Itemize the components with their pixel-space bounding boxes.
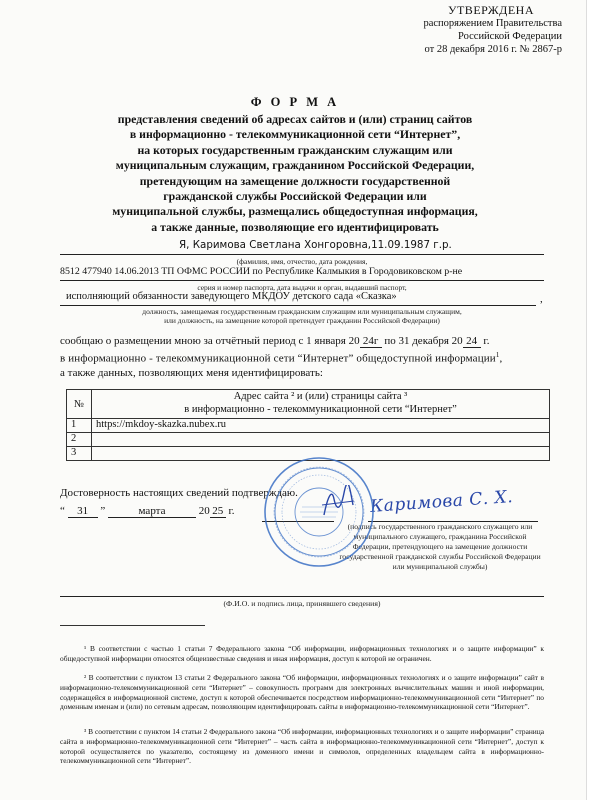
quote-open: “ [60,505,65,517]
col-num-header: № [67,390,92,419]
name-value: Я, Каримова Светлана Хонгоровна,11.09.1987 г.р. [179,239,452,251]
handwritten-signature: Каримова С. Х. [369,487,514,517]
footnote-1: ¹ В соответствии с частью 1 статьи 7 Федерального закона “Об информации, информационных технологиях и о защите информации” к общедоступной информации относятся общеизвестные сведения и иная информация, доступ к которой не ограничен. [60,644,544,663]
report-line2-end: , [499,352,503,365]
year-end-value: 24 [463,335,481,348]
subtitle-line: в информационно - телекоммуникационной сети “Интернет”, [129,127,461,142]
form-subtitle [60,112,530,235]
report-text-line2: в информационно - телекоммуникационной сети “Интернет” общедоступной информации [60,352,496,365]
approved-line-3: Российской Федерации [458,31,562,42]
position-comma: , [540,293,543,305]
row-num: 3 [67,447,92,461]
table-header-row [67,390,550,419]
subtitle-line: а также данные, позволяющие его идентифицировать [151,219,439,234]
signature-caption-line: муниципального служащего, гражданина Российской [353,532,527,541]
confirm-text: Достоверность настоящих сведений подтверждаю. [60,487,298,499]
date-year-suffix: г. [228,505,235,517]
position-caption-1: должность, замещаемая государственным гражданским служащим или муниципальным служащим, [142,307,462,316]
row-num: 1 [67,419,92,433]
signature-caption-line: государственной гражданской службы Российской Федерации [339,552,541,561]
row-url: https://mkdoy-skazka.nubex.ru [92,419,550,433]
position-caption-2: или должность, на замещение которой претендует гражданин Российской Федерации) [164,316,440,325]
table-row [67,419,550,433]
table-row [67,433,550,447]
footnote-separator [60,625,205,626]
footnote-2: ² В соответствии с пунктом 13 статьи 2 Федерального закона “Об информации, информационных технологиях и о защите информации” сайт в информационно-телекоммуникационной сети “Интернет” – совокупность программ для электронных вычислительных машин и иной информации, содержащейся в информационной системе, доступ к которой обеспечивается посредством информационно-телекоммуникационной сети “Интернет” по доменным именам и (или) по сетевым адресам, позволяющим идентифицировать сайты в информационно-телекоммуникационной сети “Интернет”. [60,673,544,712]
report-text-a: сообщаю о размещении мною за отчётный период с 1 января [60,335,346,347]
year-start-prefix: 20 [348,335,360,347]
date-day: 31 [68,505,98,518]
sites-table [66,389,550,461]
signature-caption-line: (подпись государственного гражданского служащего или [347,522,533,531]
footnote-ref-1: 1 [495,351,500,359]
passport-value: 8512 477940 14.06.2013 ТП ОФМС РОССИИ по Республике Калмыкия в Городовиковском р-не [60,266,463,277]
report-line-2 [60,351,550,365]
quote-close: ” [100,505,106,517]
subtitle-line: претендующим на замещение должности государственной [139,173,451,188]
subtitle-line: муниципальным служащим, гражданином Российской Федерации, [115,158,475,173]
col-address-header-line-2: в информационно - телекоммуникационной сети “Интернет” [184,404,457,415]
year-start-value: 24г [360,335,382,348]
footnote-3: ³ В соответствии с пунктом 14 статьи 2 Федерального закона “Об информации, информационных технологиях и о защите информации” страница сайта в информационно-телекоммуникационной сети “Интернет” – часть сайта в информационно-телекоммуникационной сети “Интернет”, доступ к которой осуществляется по указателю, состоящему из доменного имени и символов, определенных владельцем сайта в информационно-телекоммуникационной сети “Интернет”. [60,727,544,766]
name-field [60,239,544,255]
receiver-caption: (Ф.И.О. и подпись лица, принявшего сведения) [223,599,381,608]
page-edge [586,0,598,800]
subtitle-line: представления сведений об адресах сайтов и (или) страниц сайтов [117,112,473,126]
year-end-prefix: 20 [451,335,463,347]
signature-caption-line: Федерации, претендующего на замещение должности [352,542,528,551]
signature-date [60,505,235,518]
passport-field [60,266,544,281]
col-address-header [92,390,550,419]
subtitle-line: муниципальной службы, размещались общедоступная информация, [112,204,478,219]
approval-block [362,4,562,56]
row-url [92,433,550,447]
col-address-header-line-1: Адрес сайта ² и (или) страницы сайта ³ [233,391,408,402]
date-month: марта [108,505,196,518]
approved-line-4: от 28 декабря 2016 г. № 2867-р [424,44,562,55]
date-year-value: 25 [210,505,226,518]
row-num: 2 [67,433,92,447]
report-text-b: по 31 декабря [384,335,449,347]
form-title: Ф О Р М А [250,95,340,109]
official-stamp [262,455,377,570]
date-year-prefix: 20 [198,505,210,517]
report-line-1 [60,335,550,348]
approved-heading: УТВЕРЖДЕНА [447,3,534,17]
passport-caption: серия и номер паспорта, дата выдачи и орган, выдавший паспорт, [197,283,407,292]
position-value: исполняющий обязанности заведующего МКДОУ детского сада «Сказка» [66,291,397,302]
signature-caption-line: или муниципальной службы) [392,562,488,571]
receiver-line [60,595,544,597]
subtitle-line: на которых государственным гражданским служащим или [137,142,453,157]
position-field [60,291,536,306]
subtitle-line: гражданской службы Российской Федерации или [163,189,427,204]
report-line-3: а также данных, позволяющих меня идентифицировать: [60,367,323,379]
report-text-c: г. [483,335,490,347]
approved-line-2: распоряжением Правительства [423,18,562,29]
name-caption: (фамилия, имя, отчество, дата рождения, [236,257,368,266]
